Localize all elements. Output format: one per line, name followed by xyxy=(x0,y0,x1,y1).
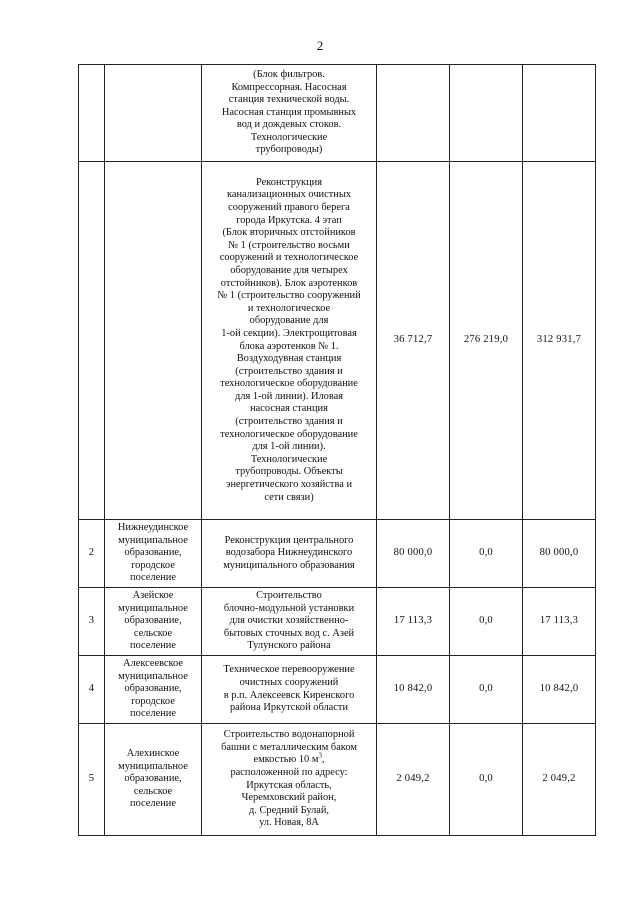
value-cell-2: 0,0 xyxy=(450,724,523,836)
row-number-cell: 4 xyxy=(79,656,105,724)
object-cell: Техническое перевооружение очистных сооружений в р.п. Алексеевск Киренского района Иркутской области xyxy=(202,656,377,724)
value-cell-1: 10 842,0 xyxy=(377,656,450,724)
value-cell-3: 80 000,0 xyxy=(523,520,596,588)
table-row xyxy=(79,520,596,588)
value-cell-2: 0,0 xyxy=(450,520,523,588)
value-cell-3: 10 842,0 xyxy=(523,656,596,724)
table-row xyxy=(79,65,596,162)
municipality-cell xyxy=(105,65,202,162)
object-cell: Строительство водонапорной башни с металлическим баком емкостью 10 $м^3$, расположенной по адресу: Иркутская область, Черемховский район, д. Средний Булай, ул. Новая, 8А xyxy=(202,724,377,836)
object-cell: (Блок фильтров. Компрессорная. Насосная станция технической воды. Насосная станция промывных вод и дождевых стоков. Технологические трубопроводы) xyxy=(202,65,377,162)
value-cell-2: 0,0 xyxy=(450,588,523,656)
object-cell: Строительство блочно-модульной установки для очистки хозяйственно- бытовых сточных вод с. Азей Тулунского района xyxy=(202,588,377,656)
row-number-cell xyxy=(79,162,105,520)
municipality-cell xyxy=(105,162,202,520)
table-row xyxy=(79,162,596,520)
funding-table xyxy=(78,64,596,836)
value-cell-2: 0,0 xyxy=(450,656,523,724)
value-cell-1 xyxy=(377,65,450,162)
page-number: 2 xyxy=(316,38,324,53)
value-cell-3: 17 113,3 xyxy=(523,588,596,656)
value-cell-1: 36 712,7 xyxy=(377,162,450,520)
value-cell-3: 312 931,7 xyxy=(523,162,596,520)
row-number-cell: 2 xyxy=(79,520,105,588)
value-cell-1: 80 000,0 xyxy=(377,520,450,588)
value-cell-2 xyxy=(450,65,523,162)
value-cell-1: 17 113,3 xyxy=(377,588,450,656)
value-cell-1: 2 049,2 xyxy=(377,724,450,836)
municipality-cell: Алексеевское муниципальное образование, городское поселение xyxy=(105,656,202,724)
value-cell-3 xyxy=(523,65,596,162)
row-number-cell: 3 xyxy=(79,588,105,656)
row-number-cell: 5 xyxy=(79,724,105,836)
municipality-cell: Азейское муниципальное образование, сельское поселение xyxy=(105,588,202,656)
row-number-cell xyxy=(79,65,105,162)
superscript: 3 xyxy=(318,751,322,760)
object-cell: Реконструкция центрального водозабора Нижнеудинского муниципального образования xyxy=(202,520,377,588)
value-cell-3: 2 049,2 xyxy=(523,724,596,836)
table-row xyxy=(79,656,596,724)
table-row xyxy=(79,724,596,836)
value-cell-2: 276 219,0 xyxy=(450,162,523,520)
municipality-cell: Нижнеудинское муниципальное образование, городское поселение xyxy=(105,520,202,588)
object-cell: Реконструкция канализационных очистных сооружений правого берега города Иркутска. 4 этап (Блок вторичных отстойников № 1 (строительство восьми сооружений и технологическое оборудование для четырех отстойников). Блок аэротенков № 1 (строительство сооружений и технологическое оборудование для 1-ой секции). Электрощитовая блока аэротенков № 1. Воздуходувная станция (строительство здания и технологическое оборудование для 1-ой линии). Иловая насосная станция (строительство здания и технологическое оборудование для 1-ой линии). Технологические трубопроводы. Объекты энергетического хозяйства и сети связи) xyxy=(202,162,377,520)
municipality-cell: Алехинское муниципальное образование, сельское поселение xyxy=(105,724,202,836)
table-row xyxy=(79,588,596,656)
